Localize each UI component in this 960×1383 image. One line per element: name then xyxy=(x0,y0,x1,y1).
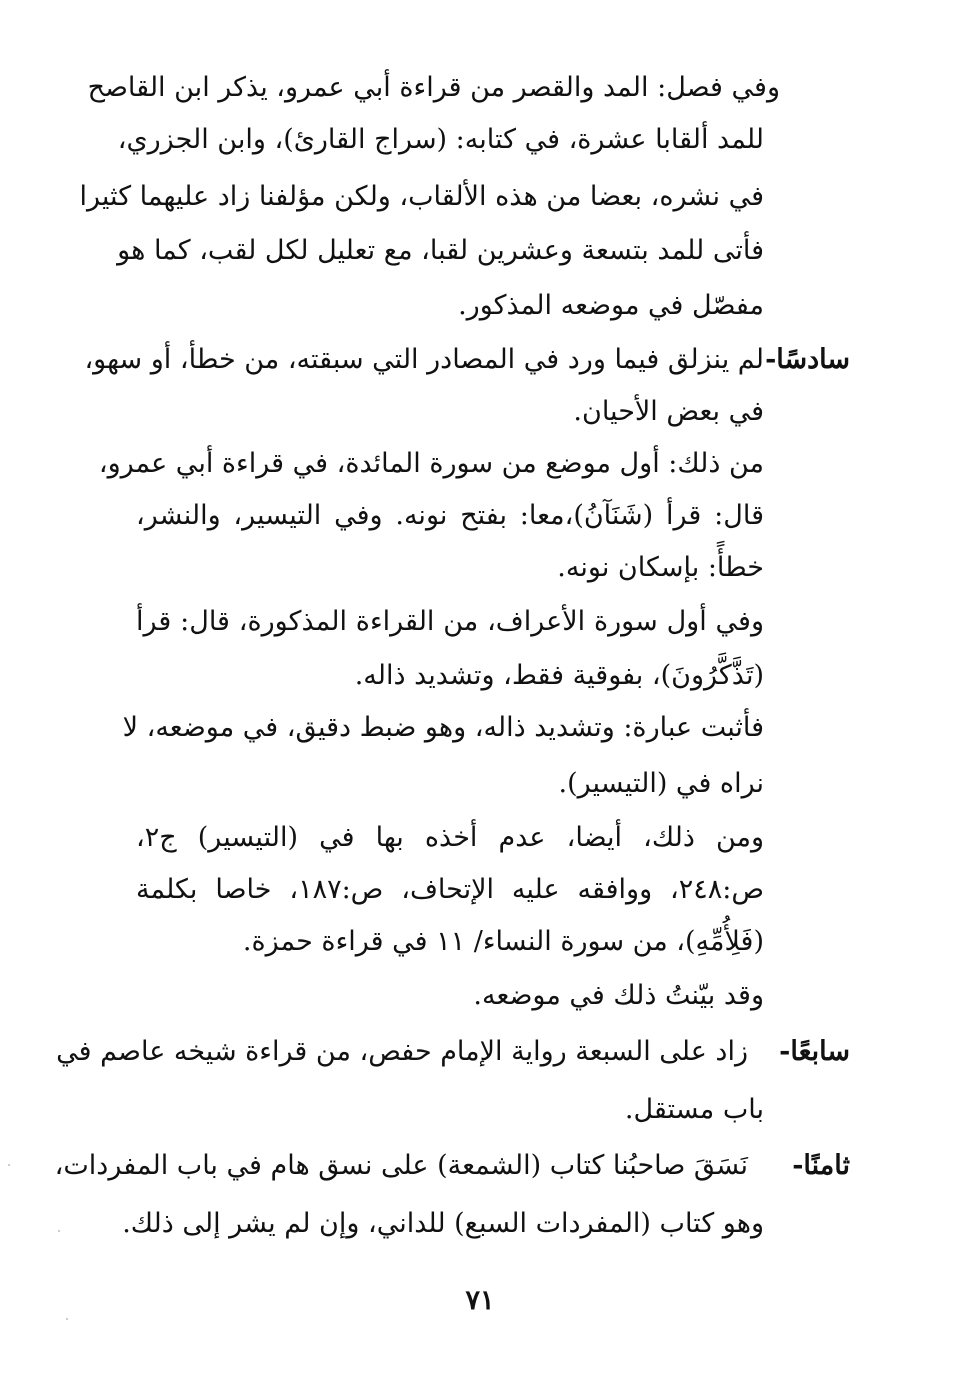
scan-speck xyxy=(58,1230,60,1232)
text-line: باب مستقل. xyxy=(624,1094,764,1125)
text-line: قال: قرأ (شَنَآنُ)،معا: بفتح نونه. وفي التيسير، والنشر، xyxy=(136,500,764,531)
text-line: ومن ذلك، أيضا، عدم أخذه بها في (التيسير) ج٢، xyxy=(136,822,764,853)
text-line: خطأً: بإسكان نونه. xyxy=(557,552,764,583)
text-line: (تَذَّكَّرُونَ)، بفوقية فقط، وتشديد ذاله. xyxy=(354,660,764,691)
section-label: سادسًا- xyxy=(765,344,850,375)
text-line: وقد بيّنتُ ذلك في موضعه. xyxy=(473,980,764,1011)
section-label: ثامنًا- xyxy=(792,1150,850,1181)
text-line: في بعض الأحيان. xyxy=(573,396,764,427)
text-line: وفي فصل: المد والقصر من قراءة أبي عمرو، يذكر ابن القاصح xyxy=(87,72,780,103)
text-line: فأثبت عبارة: وتشديد ذاله، وهو ضبط دقيق، في موضعه، لا xyxy=(122,712,764,743)
text-line: نراه في (التيسير). xyxy=(558,768,764,799)
text-line: في نشره، بعضا من هذه الألقاب، ولكن مؤلفنا زاد عليهما كثيرا xyxy=(79,181,764,212)
text-line: مفصّل في موضعه المذكور. xyxy=(458,290,764,321)
scan-speck xyxy=(8,1164,10,1166)
text-line: ص:٢٤٨، ووافقه عليه الإتحاف، ص:١٨٧، خاصا بكلمة xyxy=(136,874,764,905)
text-line: فأتى للمد بتسعة وعشرين لقبا، مع تعليل لكل لقب، كما هو xyxy=(117,235,764,266)
page-number: ٧١ xyxy=(465,1285,495,1316)
text-line: وفي أول سورة الأعراف، من القراءة المذكورة، قال: قرأ xyxy=(136,606,764,637)
text-line: لم ينزلق فيما ورد في المصادر التي سبقته، من خطأ، أو سهو، xyxy=(84,344,764,375)
text-line: من ذلك: أول موضع من سورة المائدة، في قراءة أبي عمرو، xyxy=(98,448,764,479)
scan-speck xyxy=(66,1318,68,1320)
section-label: سابعًا- xyxy=(779,1036,850,1067)
text-line: للمد ألقابا عشرة، في كتابه: (سراج القارئ)، وابن الجزري، xyxy=(117,124,764,155)
text-line: نَسَقَ صاحبُنا كتاب (الشمعة) على نسق هام في باب المفردات، xyxy=(54,1150,748,1181)
text-line: وهو كتاب (المفردات السبع) للداني، وإن لم يشر إلى ذلك. xyxy=(122,1208,764,1239)
text-line: (فَلِأُمِّهِ)، من سورة النساء/ ١١ في قراءة حمزة. xyxy=(242,926,764,957)
text-line: زاد على السبعة رواية الإمام حفص، من قراءة شيخه عاصم في xyxy=(56,1036,748,1067)
